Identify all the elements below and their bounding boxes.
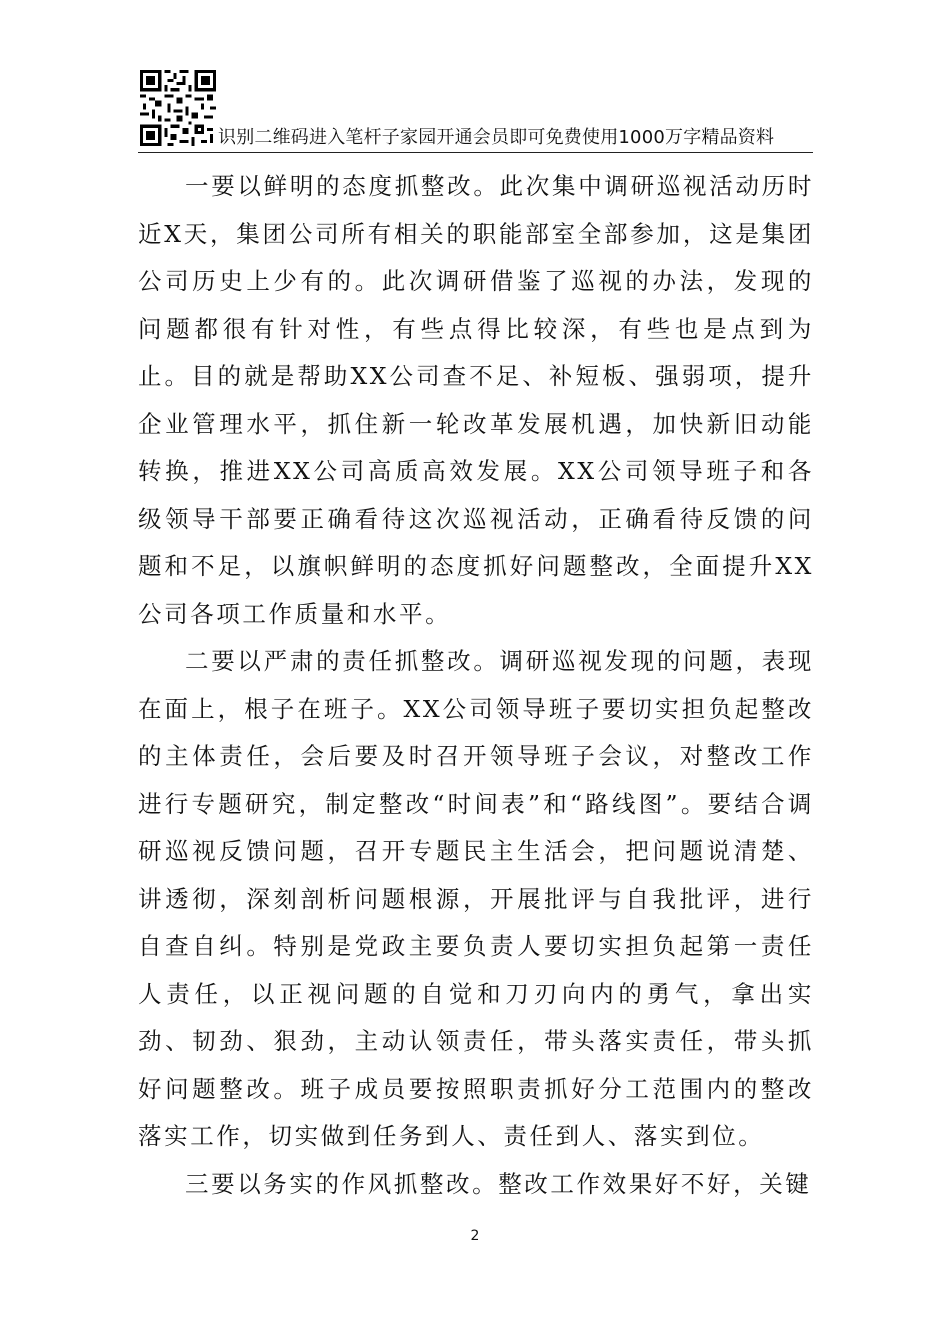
document-body (138, 163, 814, 1208)
page-number: 2 (470, 1228, 480, 1244)
header-divider (138, 152, 813, 153)
paragraph-3: 三要以务实的作风抓整改。整改工作效果好不好，关键 (185, 1169, 812, 1198)
paragraph-2: 二要以严肃的责任抓整改。调研巡视发现的问题，表现在面上，根子在班子。XX公司领导班子要切实担负起整改的主体责任，会后要及时召开领导班子会议，对整改工作进行专题研究，制定整改“时间表”和“路线图”。要结合调研巡视反馈问题，召开专题民主生活会，把问题说清楚、讲透彻，深刻剖析问题根源，开展批评与自我批评，进行自查自纠。特别是党政主要负责人要切实担负起第一责任人责任，以正视问题的自觉和刀刃向内的勇气，拿出实劲、韧劲、狠劲，主动认领责任，带头落实责任，带头抓好问题整改。班子成员要按照职责抓好分工范围内的整改落实工作，切实做到任务到人、责任到人、落实到位。 (138, 647, 814, 1150)
header-notice: 识别二维码进入笔杆子家园开通会员即可免费使用1000万字精品资料 (218, 127, 775, 148)
qr-code-icon (140, 70, 216, 146)
paragraph-1: 一要以鲜明的态度抓整改。此次集中调研巡视活动历时近X天，集团公司所有相关的职能部室全部参加，这是集团公司历史上少有的。此次调研借鉴了巡视的办法，发现的问题都很有针对性，有些点得比较深，有些也是点到为止。目的就是帮助XX公司查不足、补短板、强弱项，提升企业管理水平，抓住新一轮改革发展机遇，加快新旧动能转换，推进XX公司高质高效发展。XX公司领导班子和各级领导干部要正确看待这次巡视活动，正确看待反馈的问题和不足，以旗帜鲜明的态度抓好问题整改，全面提升XX公司各项工作质量和水平。 (138, 172, 814, 628)
